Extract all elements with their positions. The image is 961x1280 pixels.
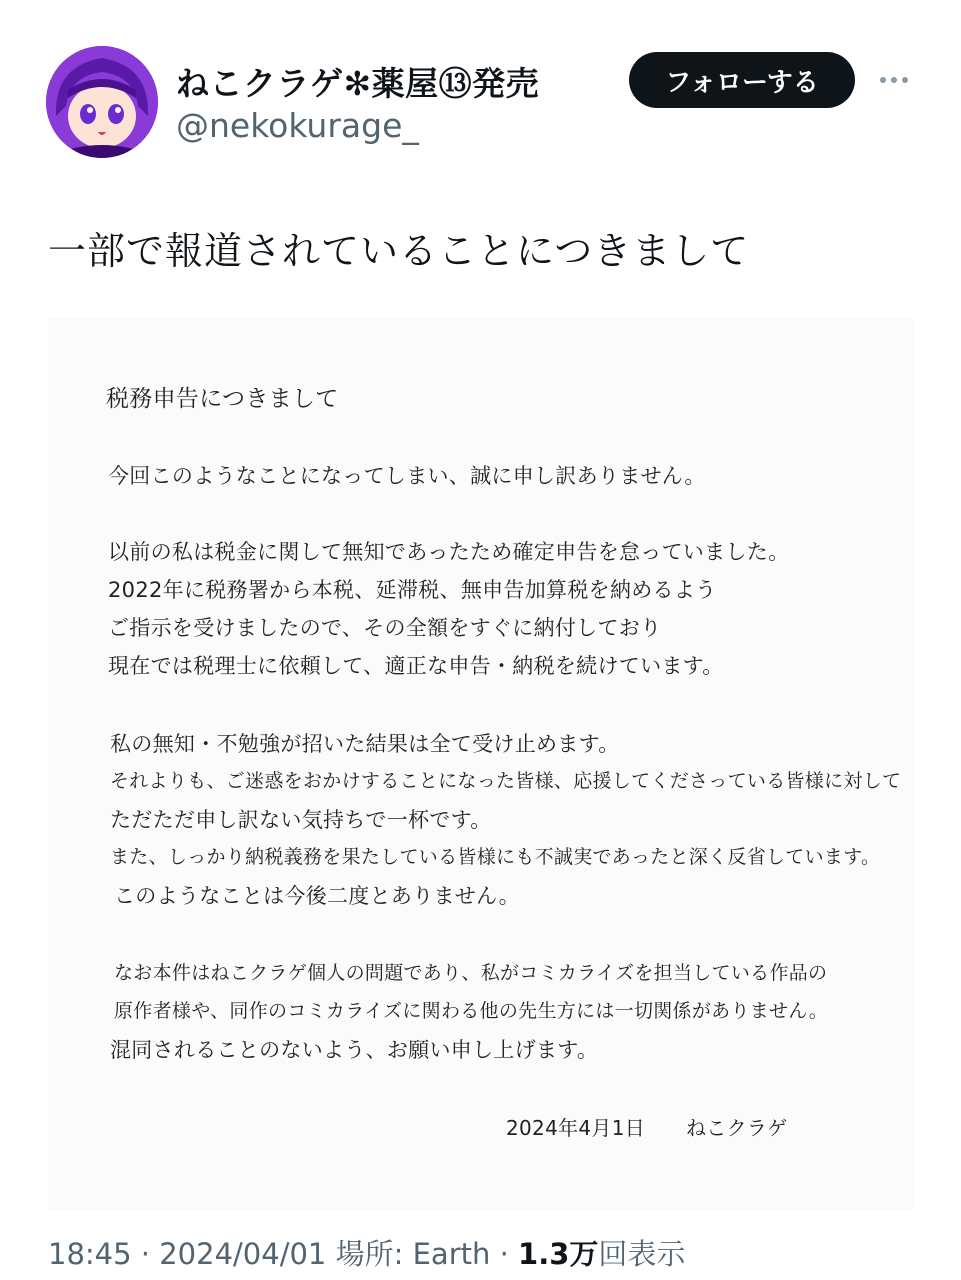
letter-line: 混同されることのないよう、お願い申し上げます。 — [110, 1038, 599, 1062]
letter-line: 現在では税理士に依頼して、適正な申告・納税を続けています。 — [108, 654, 724, 678]
user-handle[interactable]: @nekokurage_ — [176, 106, 419, 145]
meta-separator: · — [499, 1237, 509, 1271]
tweet-time[interactable]: 18:45 — [48, 1237, 132, 1271]
more-dot — [880, 77, 886, 83]
letter-line: 今回このようなことになってしまい、誠に申し訳ありません。 — [108, 464, 706, 488]
avatar-illustration — [46, 46, 158, 158]
letter-line: なお本件はねこクラゲ個人の問題であり、私がコミカライズを担当している作品の — [114, 962, 828, 984]
tweet-location[interactable]: 場所: Earth — [335, 1237, 491, 1271]
letter-image[interactable] — [48, 318, 913, 1210]
letter-line: 2022年に税務署から本税、延滞税、無申告加算税を納めるよう — [108, 578, 717, 602]
meta-separator: · — [140, 1237, 151, 1271]
letter-signature: ねこクラゲ — [686, 1116, 788, 1140]
letter-line: 原作者様や、同作のコミカライズに関わる他の先生方には一切関係がありません。 — [114, 1000, 829, 1022]
letter-date: 2024年4月1日 — [506, 1116, 646, 1140]
views-count: 1.3万 — [518, 1237, 599, 1271]
avatar[interactable] — [46, 46, 158, 158]
more-options-icon[interactable] — [872, 62, 916, 98]
letter-line: ただただ申し訳ない気持ちで一杯です。 — [110, 808, 492, 832]
display-name[interactable]: ねこクラゲ✻薬屋⑬発売 — [176, 64, 540, 103]
tweet-text: 一部で報道されていることにつきまして — [48, 229, 750, 273]
letter-line: ご指示を受けましたので、その全額をすぐに納付しており — [108, 616, 662, 640]
letter-line: 以前の私は税金に関して無知であったため確定申告を怠っていました。 — [108, 540, 790, 564]
views-label: 回表示 — [598, 1237, 686, 1271]
letter-line: 私の無知・不勉強が招いた結果は全て受け止めます。 — [110, 732, 620, 756]
letter-title: 税務申告につきまして — [106, 386, 339, 412]
more-dot — [891, 77, 897, 83]
follow-button[interactable]: フォローする — [629, 52, 855, 108]
more-dot — [902, 77, 908, 83]
tweet-date[interactable]: 2024/04/01 — [159, 1237, 327, 1271]
letter-line: それよりも、ご迷惑をおかけすることになった皆様、応援してくださっている皆様に対して — [110, 770, 902, 792]
tweet-meta — [48, 1232, 685, 1273]
letter-line: また、しっかり納税義務を果たしている皆様にも不誠実であったと深く反省しています。 — [110, 846, 881, 868]
letter-line: このようなことは今後二度とありません。 — [114, 884, 520, 908]
